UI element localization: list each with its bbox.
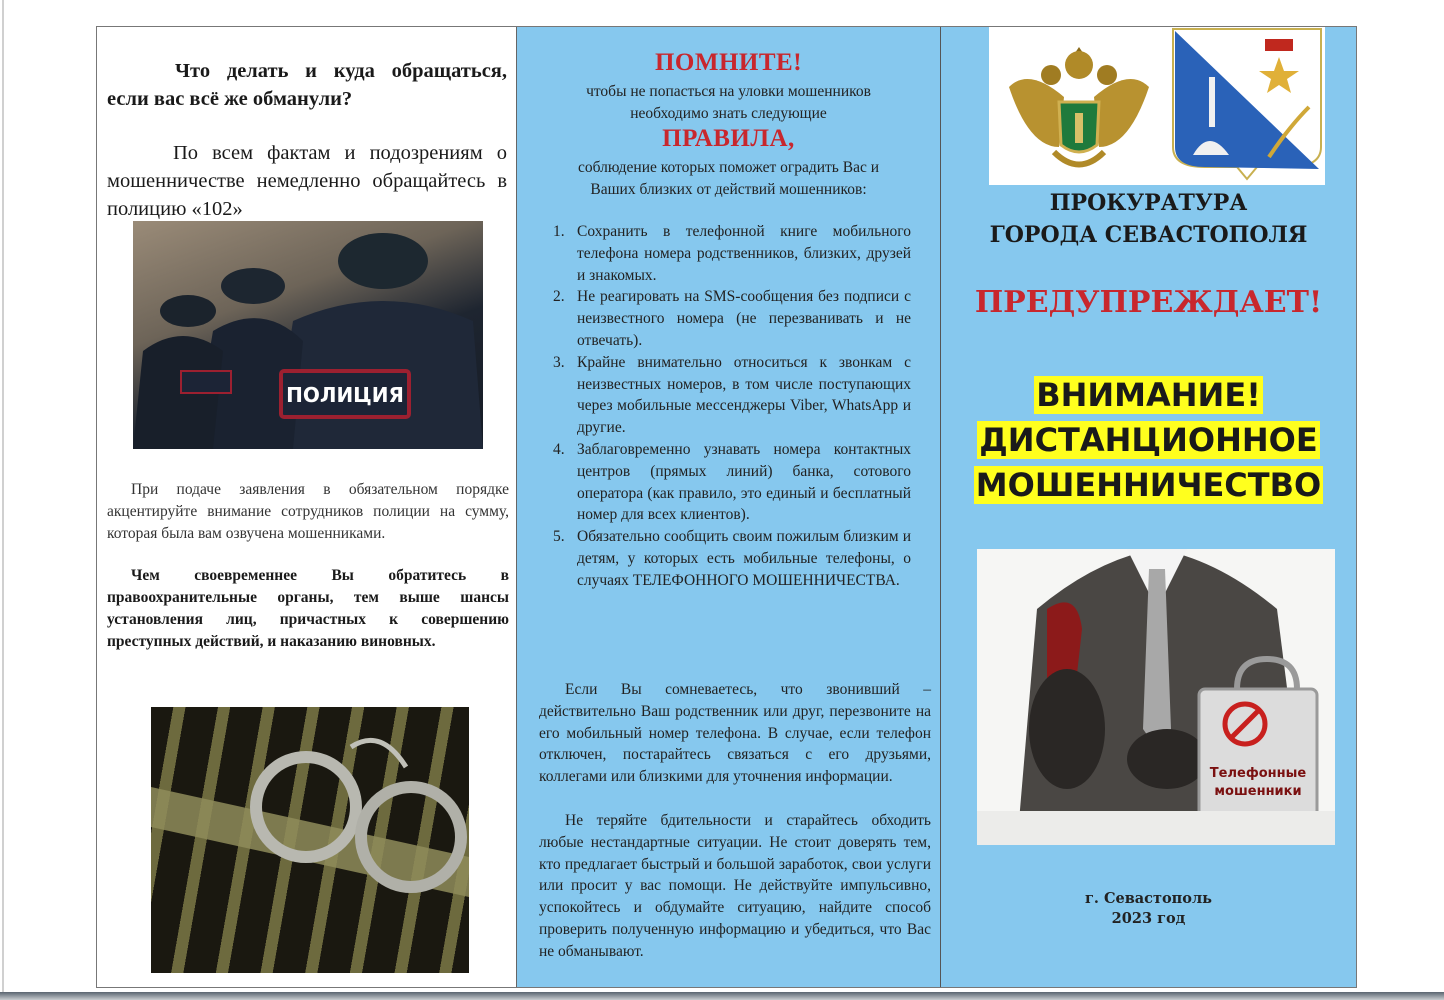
warns-heading: ПРЕДУПРЕЖДАЕТ!: [974, 285, 1323, 320]
viewer-left-edge: [2, 0, 4, 992]
police-officers-photo: [133, 221, 483, 449]
phone-scammer-photo: [977, 549, 1335, 845]
city-text: г. Севастополь: [1084, 890, 1213, 907]
lead-text: По всем фактам и подозрениям о мошенничестве немедленно обращайтесь в полицию «102»: [107, 142, 507, 220]
attention-line-3: МОШЕННИЧЕСТВО: [975, 466, 1322, 504]
case-label-2: мошенники: [1214, 784, 1302, 799]
case-label-1: Телефонные: [1209, 766, 1307, 781]
police-patch-text: ПОЛИЦИЯ: [286, 383, 404, 407]
handcuffs-illustration: [151, 707, 469, 973]
intro-line-1: чтобы не попасться на уловки мошенников: [586, 83, 871, 100]
emblems: [989, 27, 1325, 185]
rule-item: 4. Заблаговременно узнавать номера контактных центров (прямых линий) банка, сотового оператора (как правило, это единый и бесплатный номер для всех клиентов).: [553, 440, 911, 524]
rule-item: 3. Крайне внимательно относиться к звонкам с неизвестных номеров, в том числе поступающих через мобильные мессенджеры Viber, WhatsApp и другие.: [553, 353, 911, 437]
police-call-text: [107, 139, 507, 223]
callback-advice: Если Вы сомневаетесь, что звонивший – действительно Ваш родственник или друг, перезвоните на его мобильный номер телефона. В случае, если телефон отключен, постарайтесь связаться с его друзьями, коллегами или близкими для уточнения информации.: [539, 681, 931, 786]
vigilance-advice: Не теряйте бдительности и старайтесь обходить любые нестандартные ситуации. Не стоит доверять тем, кто предлагает быстрый и большой заработок, свои услуги или просит у вас помощи. Не действуйте импульсивно, успокойтесь и обдумайте ситуацию, найдите способ проверить полученную информацию и убедиться, что Вас не обманывают.: [539, 812, 931, 960]
what-to-do-heading: [107, 57, 507, 113]
intro-line-2: необходимо знать следующие: [630, 105, 827, 122]
attention-line-2: ДИСТАНЦИОННОЕ: [979, 421, 1318, 459]
rules-list: [553, 221, 911, 592]
remember-heading: ПОМНИТЕ!: [654, 49, 803, 76]
viewer-bottom-edge: [0, 992, 1444, 1000]
org-line-1: ПРОКУРАТУРА: [1049, 190, 1248, 216]
rule-item: 5. Обязательно сообщить своим пожилым близким и детям, у которых есть мобильные телефоны, о случаях ТЕЛЕФОННОГО МОШЕННИЧЕСТВА.: [553, 528, 911, 589]
rules-heading: ПРАВИЛА,: [662, 125, 795, 152]
timely-report-note: Чем своевременнее Вы обратитесь в правоохранительные органы, тем выше шансы установления лиц, причастных к совершению преступных действий, и наказанию виновных.: [107, 567, 509, 650]
rule-item: 2. Не реагировать на SMS-сообщения без подписи с неизвестного номера (не перезванивать и не отвечать).: [553, 288, 911, 349]
sevastopol-arms-icon: [1169, 27, 1325, 185]
prosecutor-eagle-emblem: [989, 27, 1169, 185]
scammer-illustration: [977, 549, 1335, 845]
leaflet-sheet: [96, 26, 1357, 988]
cap-shape: [338, 233, 428, 289]
prosecutor-office-title: [941, 187, 1356, 251]
statement-note: При подаче заявления в обязательном порядке акцентируйте внимание сотрудников полиции на сумму, которая была вам озвучена мошенниками.: [107, 481, 509, 542]
rules-intro-line-2: Ваших близких от действий мошенников:: [590, 181, 867, 198]
heading-line-1: Что делать и куда: [175, 60, 375, 82]
footer-location: [941, 889, 1356, 929]
left-panel: [97, 27, 517, 987]
rule-item: 1. Сохранить в телефонной книге мобильного телефона номера родственников, близких, друзей и знакомых.: [553, 223, 911, 284]
attention-banner: [941, 373, 1356, 508]
gloved-hand: [1029, 669, 1105, 789]
rules-intro-line-1: соблюдение которых поможет оградить Вас и: [577, 159, 880, 176]
attention-line-1: ВНИМАНИЕ!: [1036, 376, 1261, 414]
org-line-2: ГОРОДА СЕВАСТОПОЛЯ: [989, 222, 1308, 248]
eagle-emblem-icon: [989, 27, 1169, 185]
handcuffs-photo: [151, 707, 469, 973]
police-photo-illustration: [133, 221, 483, 449]
sevastopol-coat-of-arms: [1169, 27, 1325, 185]
heading-line-2: обращаться, если вас всё же обманули?: [107, 60, 508, 110]
right-panel: [941, 27, 1356, 987]
year-text: 2023 год: [1111, 910, 1186, 927]
middle-panel: [517, 27, 941, 987]
